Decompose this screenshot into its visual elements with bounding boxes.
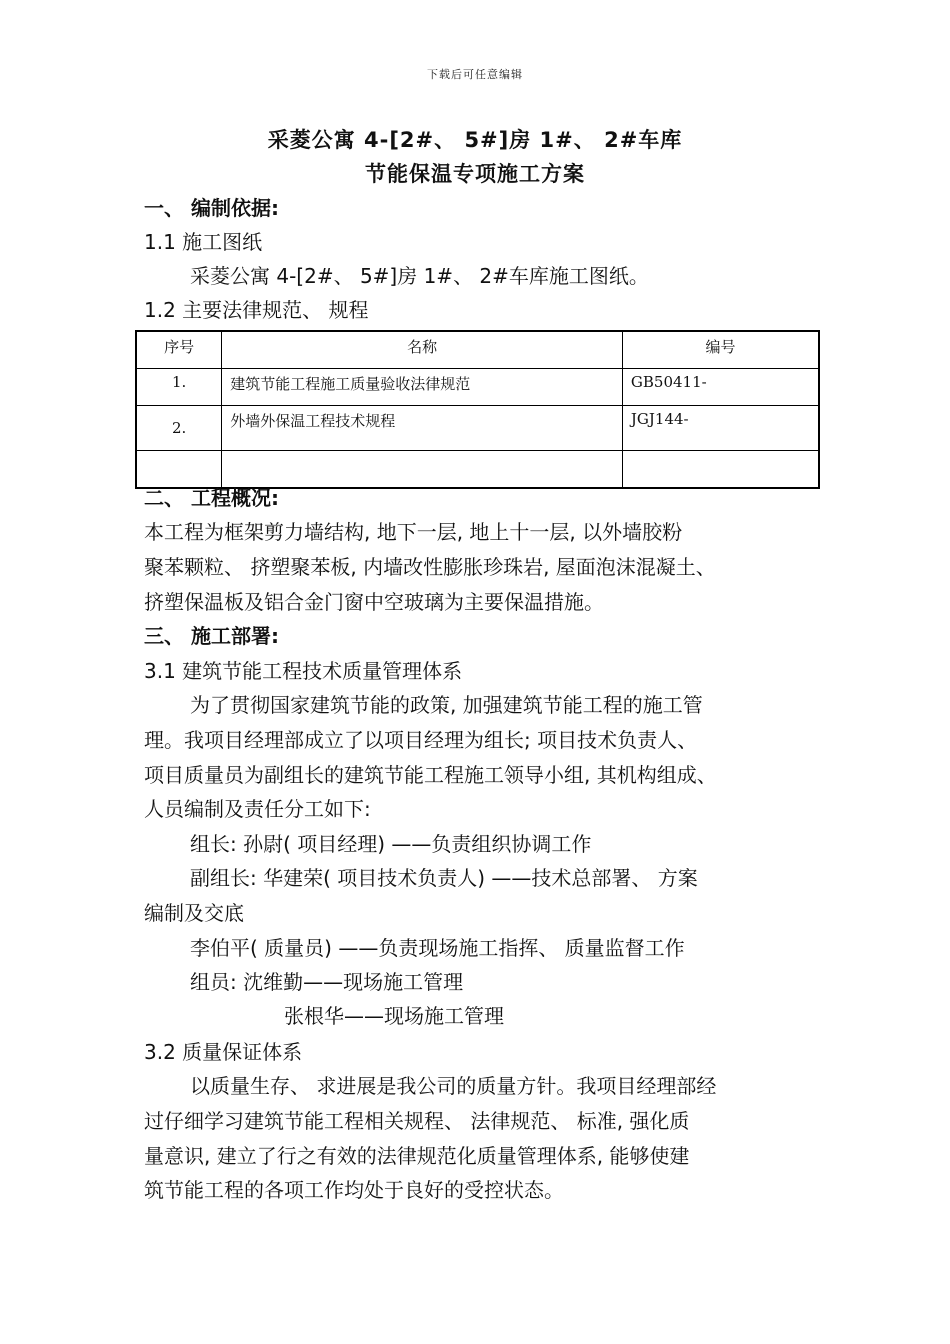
paragraph-line: 项目质量员为副组长的建筑节能工程施工领导小组, 其机构组成、 [144,763,717,787]
paragraph-line: 挤塑保温板及铝合金门窗中空玻璃为主要保温措施。 [144,590,604,614]
table-cell [622,451,819,489]
table-cell: GB50411- [622,369,819,406]
table-cell: 外墙外保温工程技术规程 [222,406,623,451]
table-row [136,369,819,406]
paragraph-line: 量意识, 建立了行之有效的法律规范化质量管理体系, 能够使建 [144,1144,690,1168]
paragraph-line: 人员编制及责任分工如下: [144,797,371,821]
staff-deputy-2: 李伯平( 质量员) ——负责现场施工指挥、 质量监督工作 [190,936,685,960]
section-1-heading: 一、 编制依据: [144,196,279,220]
section-2-heading: 二、 工程概况: [144,486,279,510]
paragraph-line: 以质量生存、 求进展是我公司的质量方针。我项目经理部经 [190,1074,717,1098]
section-3-2-heading: 3.2 质量保证体系 [144,1040,303,1064]
table-header-row [136,331,819,369]
staff-member: 张根华——现场施工管理 [284,1004,504,1028]
table-header-cell: 编号 [622,331,819,369]
table-cell [136,451,222,489]
document-subtitle: 节能保温专项施工方案 [365,162,585,186]
table-cell: 建筑节能工程施工质量验收法律规范 [222,369,623,406]
staff-leader: 组长: 孙尉( 项目经理) ——负责组织协调工作 [190,832,592,856]
section-3-1-heading: 3.1 建筑节能工程技术质量管理体系 [144,659,463,683]
paragraph-line: 聚苯颗粒、 挤塑聚苯板, 内墙改性膨胀珍珠岩, 屋面泡沫混凝土、 [144,555,716,579]
staff-member: 组员: 沈维勤——现场施工管理 [190,970,464,994]
table-cell: 2. [136,406,222,451]
table-row [136,451,819,489]
paragraph-line: 过仔细学习建筑节能工程相关规程、 法律规范、 标准, 强化质 [144,1109,690,1133]
section-1-2-heading: 1.2 主要法律规范、 规程 [144,298,369,322]
table-header-cell: 名称 [222,331,623,369]
section-1-1-heading: 1.1 施工图纸 [144,230,263,254]
table-header-cell: 序号 [136,331,222,369]
table-row [136,406,819,451]
staff-deputy-cont: 编制及交底 [144,901,244,925]
paragraph-line: 筑节能工程的各项工作均处于良好的受控状态。 [144,1178,564,1202]
regulations-table [135,330,820,489]
staff-deputy: 副组长: 华建荣( 项目技术负责人) ——技术总部署、 方案 [190,866,698,890]
paragraph-line: 为了贯彻国家建筑节能的政策, 加强建筑节能工程的施工管 [190,693,703,717]
paragraph-line: 本工程为框架剪力墙结构, 地下一层, 地上十一层, 以外墙胶粉 [144,520,683,544]
paragraph-line: 理。我项目经理部成立了以项目经理为组长; 项目技术负责人、 [144,728,698,752]
section-1-1-text: 采菱公寓 4-[2#、 5#]房 1#、 2#车库施工图纸。 [190,264,649,288]
section-3-heading: 三、 施工部署: [144,624,279,648]
document-title: 采菱公寓 4-[2#、 5#]房 1#、 2#车库 [267,128,683,152]
table-cell: JGJ144- [622,406,819,451]
header-note: 下载后可任意编辑 [427,68,523,81]
table-cell [222,451,623,489]
table-cell: 1. [136,369,222,406]
